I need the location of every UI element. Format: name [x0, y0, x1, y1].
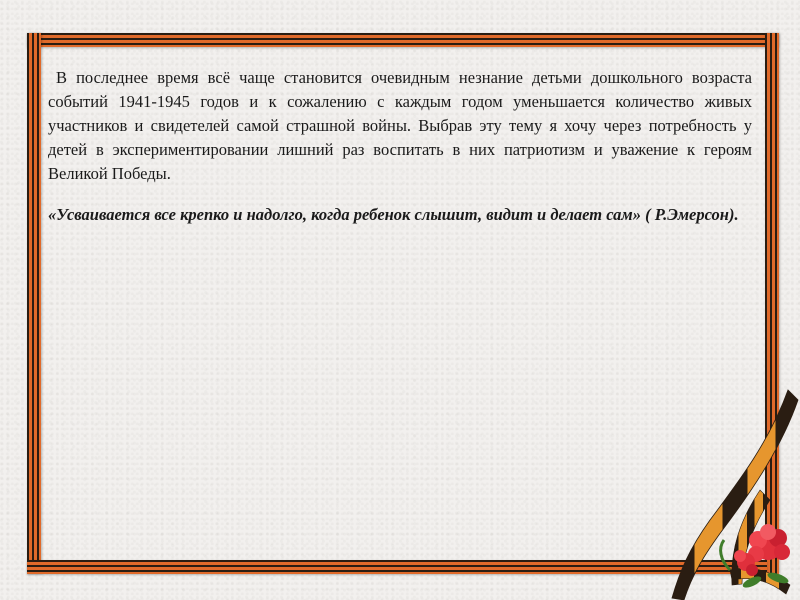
ribbon-frame-top [27, 33, 779, 47]
intro-paragraph: В последнее время всё чаще становится очевидным незнание детьми дошкольного возраста событий 1941-1945 годов и к сожалению с каждым годом уменьшается количество живых участников и свидетелей самой страшной войны. Выбрав эту тему я хочу через потребность у детей в экспериментировании лишний раз воспитать в них патриотизм и уважение к героям Великой Победы. [48, 68, 752, 183]
emerson-quote: «Усваивается все крепко и надолго, когда ребенок слышит, видит и делает сам» ( Р.Эмерсон). [48, 205, 739, 224]
carnation-icon [721, 524, 790, 590]
slide-text [48, 66, 752, 227]
ribbon-frame-bottom [27, 560, 767, 574]
ribbon-and-carnation-decor [670, 370, 800, 600]
ribbon-frame-left [27, 33, 41, 574]
st-george-ribbon-icon [672, 390, 798, 600]
